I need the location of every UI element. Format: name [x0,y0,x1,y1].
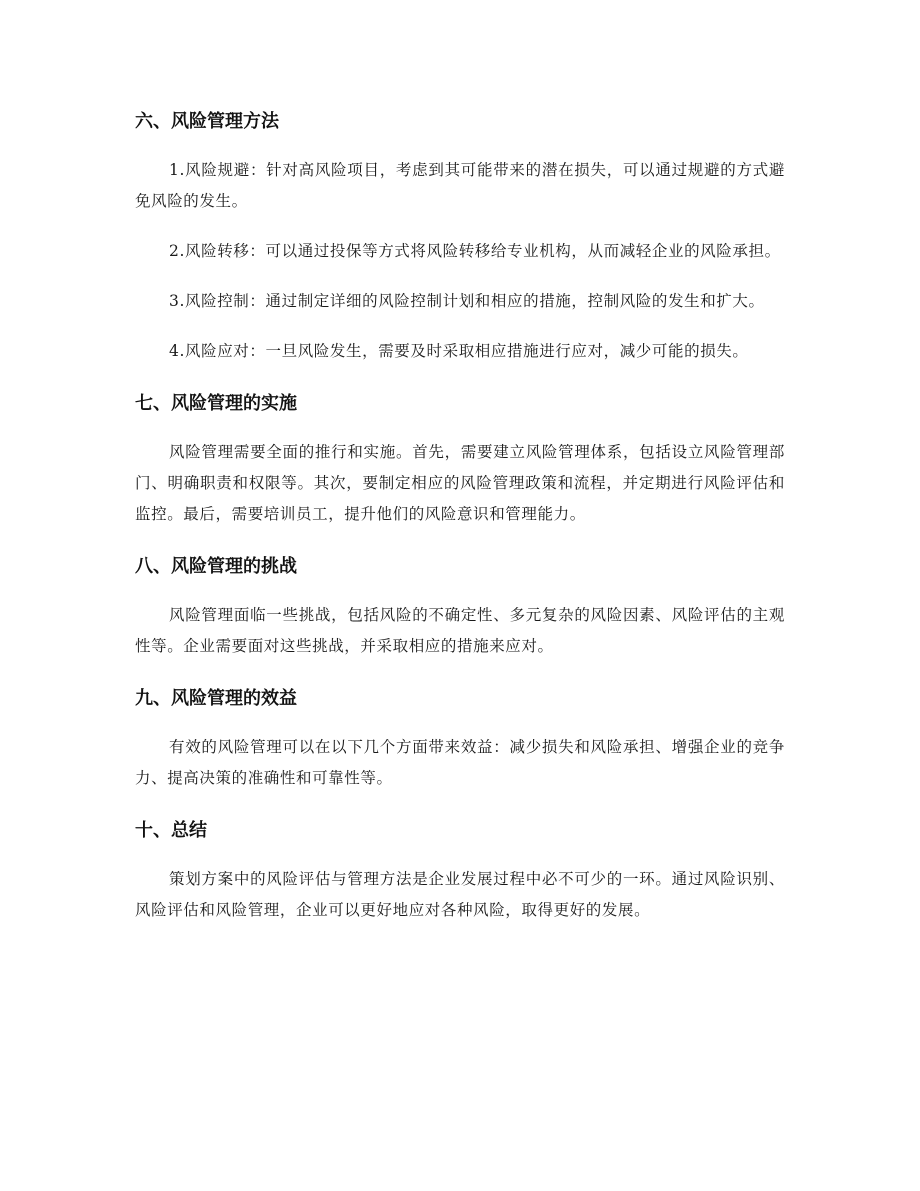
paragraph: 4.风险应对：一旦风险发生，需要及时采取相应措施进行应对，减少可能的损失。 [169,342,749,360]
paragraph: 2.风险转移：可以通过投保等方式将风险转移给专业机构，从而减轻企业的风险承担。 [169,242,781,260]
section-heading: 六、风险管理方法 [135,111,279,132]
section-heading: 七、风险管理的实施 [135,393,297,414]
section-heading: 九、风险管理的效益 [135,688,297,709]
section-risk-challenges [135,549,785,662]
paragraph: 风险管理面临一些挑战，包括风险的不确定性、多元复杂的风险因素、风险评估的主观性等。企业需要面对这些挑战，并采取相应的措施来应对。 [135,606,785,655]
section-heading: 十、总结 [135,820,207,841]
paragraph: 3.风险控制：通过制定详细的风险控制计划和相应的措施，控制风险的发生和扩大。 [169,292,765,310]
section-risk-methods [135,104,785,367]
paragraph: 策划方案中的风险评估与管理方法是企业发展过程中必不可少的一环。通过风险识别、风险评估和风险管理，企业可以更好地应对各种风险，取得更好的发展。 [135,870,785,919]
section-risk-benefits [135,681,785,794]
section-summary [135,813,785,926]
section-heading: 八、风险管理的挑战 [135,556,297,577]
paragraph: 风险管理需要全面的推行和实施。首先，需要建立风险管理体系，包括设立风险管理部门、明确职责和权限等。其次，要制定相应的风险管理政策和流程，并定期进行风险评估和监控。最后，需要培训员工，提升他们的风险意识和管理能力。 [135,443,785,523]
section-risk-implementation [135,386,785,530]
document-body [135,104,785,945]
paragraph: 1.风险规避：针对高风险项目，考虑到其可能带来的潜在损失，可以通过规避的方式避免风险的发生。 [135,161,785,210]
paragraph: 有效的风险管理可以在以下几个方面带来效益：减少损失和风险承担、增强企业的竞争力、提高决策的准确性和可靠性等。 [135,738,785,787]
